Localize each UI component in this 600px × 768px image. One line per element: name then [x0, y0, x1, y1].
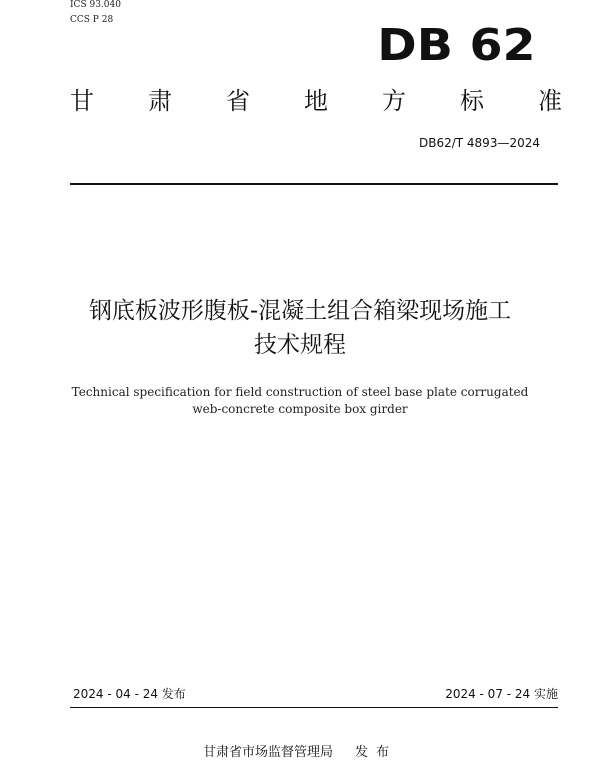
standard-type-char: 甘: [70, 87, 94, 115]
ics-code: ICS 93.040: [70, 0, 121, 10]
db62-logo: DB 62: [377, 20, 536, 71]
standard-type-char: 肃: [148, 87, 172, 115]
standard-type-heading: [70, 86, 562, 116]
title-english-line-2: web-concrete composite box girder: [192, 402, 408, 416]
title-chinese-line-1: 钢底板波形腹板-混凝土组合箱梁现场施工: [88, 298, 512, 324]
title-chinese-line-2: 技术规程: [254, 332, 346, 358]
implementation-date: 2024 - 07 - 24 实施: [445, 687, 558, 701]
issue-date: 2024 - 04 - 24 发布: [73, 687, 186, 701]
title-english: [60, 384, 540, 418]
standard-type-char: 准: [538, 87, 562, 115]
standard-type-char: 地: [304, 87, 328, 115]
title-chinese: [30, 294, 570, 362]
title-english-line-1: Technical specification for field construction of steel base plate corrugated: [71, 385, 529, 399]
issuer-suffix: 发布: [355, 745, 398, 760]
standard-type-char: 标: [460, 87, 484, 115]
standard-type-char: 省: [226, 87, 250, 115]
ccs-code: CCS P 28: [70, 15, 114, 25]
standard-type-char: 方: [382, 87, 406, 115]
issuer-name: 甘肃省市场监督管理局: [202, 745, 333, 760]
top-divider: [70, 183, 558, 185]
standard-number: DB62/T 4893—2024: [418, 136, 540, 150]
bottom-divider: [70, 707, 558, 708]
issuer-line: [0, 745, 600, 761]
